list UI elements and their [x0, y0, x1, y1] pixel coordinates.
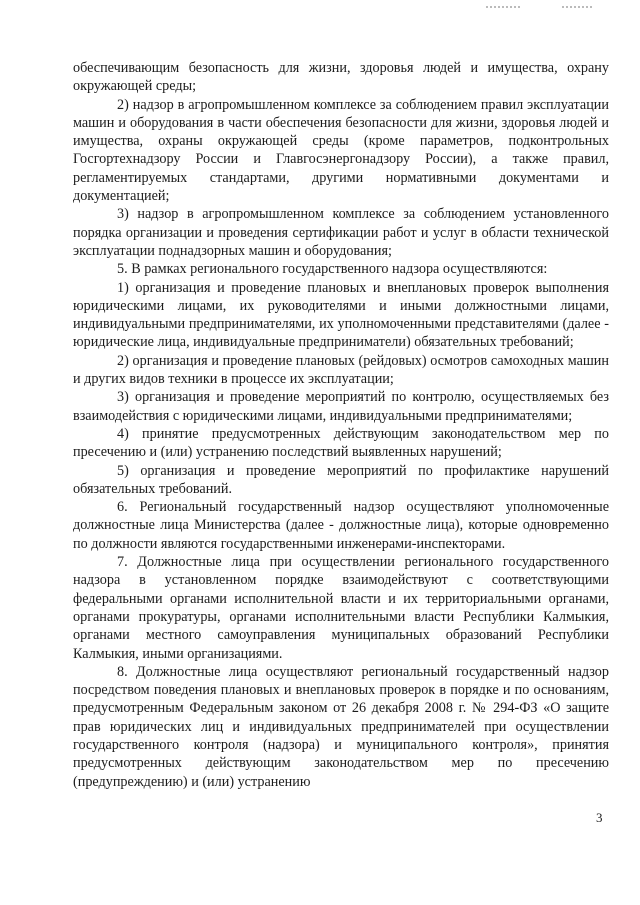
page-number: 3: [596, 810, 603, 825]
paragraph-section-6: 6. Региональный государственный надзор осуществляют уполномоченные должностные лица Министерства (далее - должностные лица), которые одновременно по должности являются государственными инженерами-инспекторами.: [73, 499, 609, 552]
paragraph-section-5-item-4: 4) принятие предусмотренных действующим законодательством мер по пресечению и (или) устранению последствий выявленных нарушений;: [73, 425, 609, 461]
paragraph-section-8: 8. Должностные лица осуществляют региональный государственный надзор посредством поведения плановых и внеплановых проверок в порядке и по основаниям, предусмотренным Федеральным законом от 26 декабря 2008 г. № 294-ФЗ «О защите прав юридических лиц и индивидуальных предпринимателей при осуществлении государственного контроля (надзора) и муниципального контроля», принятия предусмотренных действующим законодательством мер по пресечению (предупреждению) и (или) устранению: [73, 663, 609, 790]
paragraph-section-7: 7. Должностные лица при осуществлении регионального государственного надзора в установленном порядке взаимодействуют с соответствующими федеральными органами исполнительной власти и их территориальными органами, органами прокуратуры, органами исполнительными власти Республики Калмыкия, органами местного самоуправления муниципальных образований Республики Калмыкия, иными организациями.: [73, 554, 609, 662]
paragraph-section-5-item-2: 2) организация и проведение плановых (рейдовых) осмотров самоходных машин и других видов техники в процессе их эксплуатации;: [73, 352, 609, 388]
scan-artifact: [486, 6, 520, 8]
paragraph-section-5: 5. В рамках регионального государственного надзора осуществляются:: [117, 261, 548, 278]
paragraph-item-2-agro-machinery: 2) надзор в агропромышленном комплексе за соблюдением правил эксплуатации машин и оборудования в части обеспечения безопасности для жизни, здоровья людей и имущества, охраны окружающей среды (кроме параметров, подконтрольных Госгортехнадзору России и Главгосэнергонадзору России), а также правил, регламентируемых стандартами, другими нормативными документами и документацией;: [73, 96, 609, 205]
paragraph-section-5-item-3: 3) организация и проведение мероприятий по контролю, осуществляемых без взаимодействия с юридическими лицами, индивидуальными предпринимателями;: [73, 389, 609, 424]
paragraph-section-5-item-1: 1) организация и проведение плановых и внеплановых проверок выполнения юридическими лицами, их руководителями и иными должностными лицами, индивидуальными предпринимателями, их уполномоченными представителями (далее - юридические лица, индивидуальные предприниматели) обязательных требований;: [73, 279, 609, 351]
document-body: [73, 59, 609, 791]
paragraph-section-5-item-5: 5) организация и проведение мероприятий по профилактике нарушений обязательных требований.: [73, 462, 609, 497]
paragraph-item-3-certification: 3) надзор в агропромышленном комплексе за соблюдением установленного порядка организации и проведения сертификации работ и услуг в области технической эксплуатации поднадзорных машин и оборудования;: [73, 206, 609, 259]
scan-artifact: [562, 6, 594, 8]
paragraph-continuation: обеспечивающим безопасность для жизни, здоровья людей и имущества, охрану окружающей среды;: [73, 60, 609, 95]
